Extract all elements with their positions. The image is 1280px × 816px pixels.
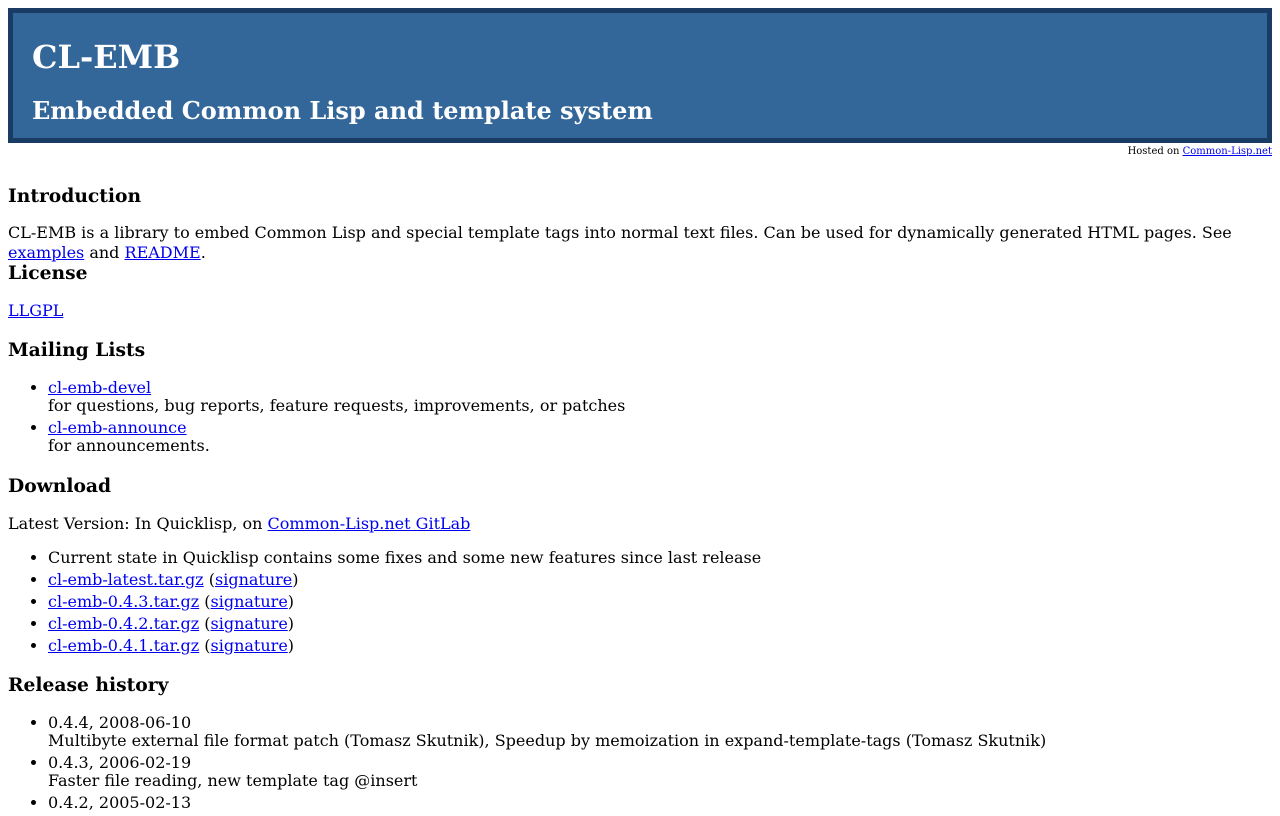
release-version: 0.4.4, 2008-06-10 [48,713,192,732]
license-heading: License [8,262,88,284]
llgpl-link[interactable]: LLGPL [8,301,64,320]
list-item [48,794,1046,812]
list-item [48,379,625,415]
list-item: • cl-emb-0.4.3.tar.gz (signature) [48,591,761,613]
intro-body: CL-EMB is a library to embed Common Lisp and special template tags into normal text files. Can be used for dynamically generated HTML pages. See [8,223,1232,242]
latest-version [8,514,470,534]
header-banner [8,8,1272,143]
release-history-heading: Release history [8,674,169,696]
mailing-list [8,379,625,459]
list-item-desc: for questions, bug reports, feature requests, improvements, or patches [48,396,626,415]
common-lisp-net-link[interactable]: Common-Lisp.net [1182,146,1272,157]
introduction-heading: Introduction [8,185,142,207]
download-file-link[interactable]: cl-emb-0.4.2.tar.gz [48,614,200,633]
list-item: • cl-emb-latest.tar.gz (signature) [48,569,761,591]
hosted-on [8,146,1272,158]
download-heading: Download [8,475,112,497]
list-item: • Current state in Quicklisp contains some fixes and some new features since last release [48,547,761,569]
release-desc: Multibyte external file format patch (Tomasz Skutnik), Speedup by memoization in expand-template-tags (Tomasz Skutnik) [48,731,1047,750]
release-version: 0.4.2, 2005-02-13 [48,793,192,812]
signature-link[interactable]: signature [210,614,288,633]
download-file-link[interactable]: cl-emb-latest.tar.gz [48,570,204,589]
page-subtitle: Embedded Common Lisp and template system [32,96,653,125]
list-item-desc: for announcements. [48,436,210,455]
download-file-link[interactable]: cl-emb-0.4.1.tar.gz [48,636,200,655]
page-title: CL-EMB [32,38,181,76]
signature-link[interactable]: signature [215,570,293,589]
intro-end: . [200,243,206,262]
signature-link[interactable]: signature [210,636,288,655]
list-item [48,419,625,455]
download-list [8,547,761,657]
readme-link[interactable]: README [124,243,201,262]
signature-link[interactable]: signature [210,592,288,611]
list-item [48,714,1046,750]
download-file-link[interactable]: cl-emb-0.4.3.tar.gz [48,592,200,611]
introduction-text [8,223,1280,263]
examples-link[interactable]: examples [8,243,85,262]
cl-emb-announce-link[interactable]: cl-emb-announce [48,418,187,437]
list-item [48,754,1046,790]
license-text [8,301,63,321]
release-desc: Faster file reading, new template tag @insert [48,771,418,790]
intro-between: and [84,243,125,262]
gitlab-link[interactable]: Common-Lisp.net GitLab [267,514,471,533]
list-item: • cl-emb-0.4.2.tar.gz (signature) [48,613,761,635]
release-version: 0.4.3, 2006-02-19 [48,753,192,772]
cl-emb-devel-link[interactable]: cl-emb-devel [48,378,152,397]
list-item: • cl-emb-0.4.1.tar.gz (signature) [48,635,761,657]
hosted-prefix: Hosted on [1127,146,1183,157]
latest-prefix: Latest Version: In Quicklisp, on [8,514,268,533]
mailing-lists-heading: Mailing Lists [8,339,146,361]
release-history-list [8,714,1046,816]
